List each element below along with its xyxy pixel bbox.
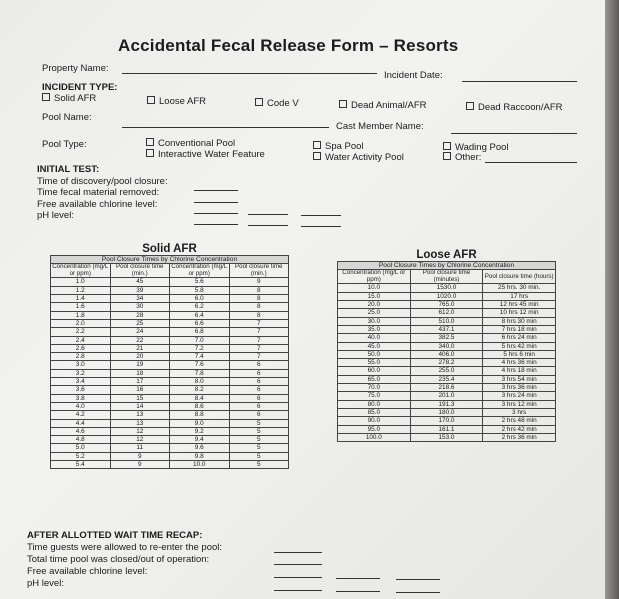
loose-afr-row-cell: 25 hrs. 30 min. <box>483 284 556 292</box>
loose-afr-row <box>338 317 556 325</box>
solid-afr-row-cell: 7 <box>229 353 289 361</box>
solid-afr-row-cell: 22 <box>110 336 170 344</box>
solid-afr-row-cell: 6.8 <box>170 328 230 336</box>
solid-afr-row-cell: 5 <box>229 436 289 444</box>
loose-afr-row-cell: 60.0 <box>338 367 411 375</box>
pool-conventional-checkbox[interactable]: Conventional Pool <box>146 138 235 149</box>
solid-afr-row-cell: 8.0 <box>170 378 230 386</box>
loose-afr-super-header: Pool Closure Times by Chlorine Concentration <box>338 262 556 270</box>
solid-afr-row-cell: 2.4 <box>51 336 111 344</box>
solid-afr-row-cell: 7 <box>229 336 289 344</box>
solid-afr-row-cell: 7.6 <box>170 361 230 369</box>
solid-afr-row <box>51 361 289 369</box>
solid-afr-row-cell: 5.8 <box>170 286 230 294</box>
loose-afr-row <box>338 359 556 367</box>
property-name-label: Property Name: <box>42 63 109 74</box>
solid-afr-row-cell: 3.4 <box>51 378 111 386</box>
loose-afr-row-cell: 180.0 <box>410 408 483 416</box>
loose-afr-row-cell: 765.0 <box>410 301 483 309</box>
loose-afr-row-cell: 340.0 <box>410 342 483 350</box>
loose-afr-row <box>338 375 556 383</box>
solid-afr-row-cell: 1.2 <box>51 286 111 294</box>
loose-afr-row-cell: 35.0 <box>338 325 411 333</box>
solid-afr-row-cell: 24 <box>110 328 170 336</box>
incident-code-v-checkbox[interactable]: Code V <box>255 98 299 109</box>
loose-afr-row-cell: 437.1 <box>410 325 483 333</box>
solid-afr-row-cell: 30 <box>110 303 170 311</box>
loose-afr-table <box>337 261 556 442</box>
pool-wading-checkbox[interactable]: Wading Pool <box>443 142 509 153</box>
loose-afr-row <box>338 350 556 358</box>
solid-afr-row-cell: 6.6 <box>170 319 230 327</box>
pool-other-checkbox[interactable]: Other: <box>443 152 481 163</box>
solid-afr-row-cell: 39 <box>110 286 170 294</box>
solid-afr-row-cell: 6 <box>229 402 289 410</box>
loose-col-closure-hours: Pool closure time (hours) <box>483 270 556 284</box>
loose-afr-row-cell: 55.0 <box>338 359 411 367</box>
solid-afr-row-cell: 4.8 <box>51 436 111 444</box>
solid-afr-row-cell: 18 <box>110 369 170 377</box>
solid-afr-row-cell: 3.8 <box>51 394 111 402</box>
solid-afr-row-cell: 45 <box>110 278 170 286</box>
pool-name-field[interactable] <box>122 127 329 128</box>
loose-afr-row-cell: 95.0 <box>338 425 411 433</box>
solid-afr-row-cell: 4.6 <box>51 427 111 435</box>
initial-test-chlorine-label: Free available chlorine level: <box>37 199 158 210</box>
loose-afr-row-cell: 2 hrs 42 min <box>483 425 556 433</box>
loose-afr-row <box>338 408 556 416</box>
loose-afr-row-cell: 85.0 <box>338 408 411 416</box>
solid-afr-row-cell: 19 <box>110 361 170 369</box>
solid-afr-row-cell: 5 <box>229 452 289 460</box>
solid-afr-row <box>51 378 289 386</box>
solid-afr-row-cell: 7 <box>229 344 289 352</box>
solid-afr-row-cell: 8.4 <box>170 394 230 402</box>
solid-afr-title: Solid AFR <box>142 243 197 255</box>
loose-afr-row <box>338 334 556 342</box>
cast-member-label: Cast Member Name: <box>336 121 424 132</box>
solid-afr-row <box>51 344 289 352</box>
solid-afr-row <box>51 461 289 469</box>
loose-afr-row-cell: 278.2 <box>410 359 483 367</box>
initial-chlorine-field-2[interactable] <box>248 214 288 215</box>
solid-afr-row-cell: 9.6 <box>170 444 230 452</box>
initial-test-ph-label: pH level: <box>37 210 74 221</box>
initial-test-discovery-label: Time of discovery/pool closure: <box>37 176 168 187</box>
solid-afr-row-cell: 9.8 <box>170 452 230 460</box>
solid-afr-row-cell: 6 <box>229 394 289 402</box>
loose-afr-row <box>338 292 556 300</box>
solid-afr-row-cell: 9.0 <box>170 419 230 427</box>
initial-chlorine-field-1[interactable] <box>194 213 238 214</box>
solid-afr-row-cell: 20 <box>110 353 170 361</box>
loose-afr-row-cell: 15.0 <box>338 292 411 300</box>
initial-ph-field-1[interactable] <box>194 224 238 225</box>
loose-afr-row-cell: 90.0 <box>338 417 411 425</box>
solid-afr-row-cell: 6 <box>229 386 289 394</box>
pool-other-field[interactable] <box>485 162 577 163</box>
solid-afr-row-cell: 5.6 <box>170 278 230 286</box>
incident-date-field[interactable] <box>462 81 577 82</box>
solid-afr-row-cell: 1.6 <box>51 303 111 311</box>
solid-afr-row-cell: 3.6 <box>51 386 111 394</box>
solid-afr-row <box>51 436 289 444</box>
loose-afr-row-cell: 80.0 <box>338 400 411 408</box>
solid-col-closure-1: Pool closure time (min.) <box>110 264 170 278</box>
solid-afr-section <box>50 243 289 469</box>
loose-afr-row-cell: 12 hrs 45 min <box>483 301 556 309</box>
loose-afr-section <box>337 249 556 442</box>
recap-chlorine-label: Free available chlorine level: <box>27 566 148 577</box>
solid-afr-row-cell: 8.6 <box>170 402 230 410</box>
incident-type-heading: INCIDENT TYPE: <box>42 82 118 93</box>
solid-afr-row-cell: 8.2 <box>170 386 230 394</box>
solid-afr-row <box>51 427 289 435</box>
loose-afr-row-cell: 7 hrs 18 min <box>483 325 556 333</box>
pool-spa-checkbox[interactable]: Spa Pool <box>313 141 364 152</box>
solid-afr-row-cell: 12 <box>110 436 170 444</box>
loose-afr-row-cell: 201.0 <box>410 392 483 400</box>
solid-afr-table <box>50 255 289 469</box>
solid-afr-row-cell: 5 <box>229 444 289 452</box>
solid-afr-row <box>51 278 289 286</box>
solid-afr-row-cell: 6 <box>229 369 289 377</box>
loose-afr-row-cell: 65.0 <box>338 375 411 383</box>
recap-reenter-field[interactable] <box>274 552 322 553</box>
loose-afr-row-cell: 3 hrs <box>483 408 556 416</box>
incident-loose-afr-checkbox[interactable]: Loose AFR <box>147 96 206 107</box>
loose-afr-row-cell: 1530.0 <box>410 284 483 292</box>
recap-reenter-label: Time guests were allowed to re-enter the pool: <box>27 542 223 553</box>
solid-afr-row <box>51 303 289 311</box>
initial-discovery-field[interactable] <box>194 190 238 191</box>
pool-name-label: Pool Name: <box>42 112 92 123</box>
loose-afr-row <box>338 400 556 408</box>
solid-afr-row-cell: 8 <box>229 295 289 303</box>
loose-afr-row <box>338 367 556 375</box>
loose-afr-title: Loose AFR <box>416 249 477 261</box>
solid-afr-row <box>51 353 289 361</box>
solid-afr-row-cell: 8.8 <box>170 411 230 419</box>
loose-afr-row-cell: 218.6 <box>410 384 483 392</box>
initial-ph-field-3[interactable] <box>301 226 341 227</box>
incident-dead-animal-checkbox[interactable]: Dead Animal/AFR <box>339 100 427 111</box>
initial-chlorine-field-3[interactable] <box>301 215 341 216</box>
incident-date-label: Incident Date: <box>384 70 443 81</box>
solid-afr-row <box>51 386 289 394</box>
solid-afr-row-cell: 9 <box>229 278 289 286</box>
loose-afr-row-cell: 4 hrs 18 min <box>483 367 556 375</box>
initial-ph-field-2[interactable] <box>248 225 288 226</box>
solid-afr-row-cell: 1.8 <box>51 311 111 319</box>
solid-afr-row-cell: 2.2 <box>51 328 111 336</box>
loose-afr-row <box>338 342 556 350</box>
loose-afr-row-cell: 3 hrs 12 min <box>483 400 556 408</box>
solid-afr-row-cell: 1.0 <box>51 278 111 286</box>
solid-afr-row-cell: 6.0 <box>170 295 230 303</box>
loose-afr-row-cell: 45.0 <box>338 342 411 350</box>
solid-afr-row <box>51 444 289 452</box>
loose-afr-row-cell: 40.0 <box>338 334 411 342</box>
property-name-field[interactable] <box>122 73 377 74</box>
pool-type-label: Pool Type: <box>42 139 87 150</box>
initial-test-removed-label: Time fecal material removed: <box>37 187 160 198</box>
solid-col-concentration-2: Concentration (mg/L or ppm) <box>171 263 228 277</box>
solid-afr-row-cell: 5.4 <box>51 461 111 469</box>
loose-afr-row <box>338 417 556 425</box>
loose-afr-row-cell: 161.1 <box>410 425 483 433</box>
solid-afr-row <box>51 394 289 402</box>
solid-afr-row-cell: 28 <box>110 311 170 319</box>
recap-ph-field-2[interactable] <box>336 591 380 592</box>
loose-afr-row <box>338 325 556 333</box>
solid-afr-row-cell: 9.2 <box>170 427 230 435</box>
loose-afr-row-cell: 10.0 <box>338 284 411 292</box>
loose-afr-row <box>338 425 556 433</box>
loose-afr-row <box>338 433 556 441</box>
solid-afr-row-cell: 9 <box>110 452 170 460</box>
loose-afr-row <box>338 392 556 400</box>
solid-afr-row-cell: 6 <box>229 378 289 386</box>
solid-afr-row-cell: 6 <box>229 361 289 369</box>
solid-afr-row-cell: 21 <box>110 344 170 352</box>
solid-afr-row-cell: 2.8 <box>51 353 111 361</box>
solid-afr-row-cell: 12 <box>110 427 170 435</box>
loose-afr-row-cell: 17 hrs <box>483 292 556 300</box>
loose-afr-row-cell: 1020.0 <box>410 292 483 300</box>
solid-afr-row-cell: 17 <box>110 378 170 386</box>
initial-removed-field[interactable] <box>194 202 238 203</box>
solid-afr-row-cell: 10.0 <box>170 461 230 469</box>
recap-total-closed-field[interactable] <box>274 564 322 565</box>
solid-afr-row-cell: 13 <box>110 419 170 427</box>
recap-ph-field-1[interactable] <box>274 590 322 591</box>
form-title: Accidental Fecal Release Form – Resorts <box>118 36 459 55</box>
incident-solid-afr-checkbox[interactable]: Solid AFR <box>42 93 96 104</box>
loose-afr-row-cell: 191.3 <box>410 400 483 408</box>
loose-afr-row-cell: 4 hrs 36 min <box>483 359 556 367</box>
recap-chlorine-field-2[interactable] <box>336 578 380 579</box>
solid-afr-row-cell: 2.6 <box>51 344 111 352</box>
loose-afr-row-cell: 10 hrs 12 min <box>483 309 556 317</box>
solid-afr-row-cell: 9.4 <box>170 436 230 444</box>
solid-afr-row-cell: 13 <box>110 411 170 419</box>
loose-afr-row-cell: 153.0 <box>410 433 483 441</box>
loose-afr-row-cell: 30.0 <box>338 317 411 325</box>
solid-afr-row-cell: 14 <box>110 402 170 410</box>
loose-afr-row-cell: 612.0 <box>410 309 483 317</box>
loose-afr-row-cell: 100.0 <box>338 433 411 441</box>
loose-afr-row-cell: 50.0 <box>338 350 411 358</box>
solid-afr-row-cell: 4.2 <box>51 411 111 419</box>
recap-chlorine-field-1[interactable] <box>274 577 322 578</box>
solid-afr-row-cell: 3.2 <box>51 369 111 377</box>
loose-afr-row <box>338 309 556 317</box>
loose-afr-row-cell: 8 hrs 30 min <box>483 317 556 325</box>
solid-afr-row-cell: 15 <box>110 394 170 402</box>
solid-afr-row <box>51 419 289 427</box>
loose-afr-row-cell: 3 hrs 36 min <box>483 384 556 392</box>
solid-afr-row-cell: 8 <box>229 303 289 311</box>
loose-afr-row-cell: 2 hrs 48 min <box>483 417 556 425</box>
solid-afr-row-cell: 7 <box>229 319 289 327</box>
loose-afr-row-cell: 6 hrs 24 min <box>483 334 556 342</box>
recap-total-closed-label: Total time pool was closed/out of operation: <box>27 554 210 565</box>
recap-chlorine-field-3[interactable] <box>396 579 440 580</box>
solid-afr-row <box>51 411 289 419</box>
solid-afr-row-cell: 4.0 <box>51 402 111 410</box>
loose-afr-row-cell: 2 hrs 36 min <box>483 433 556 441</box>
solid-afr-row-cell: 5.2 <box>51 452 111 460</box>
recap-ph-field-3[interactable] <box>396 592 440 593</box>
loose-afr-row-cell: 5 hrs 6 min <box>483 350 556 358</box>
loose-afr-row-cell: 255.0 <box>410 367 483 375</box>
cast-member-field[interactable] <box>451 133 577 134</box>
incident-dead-raccoon-checkbox[interactable]: Dead Raccoon/AFR <box>466 102 562 113</box>
solid-afr-row <box>51 452 289 460</box>
loose-afr-row-cell: 3 hrs 24 min <box>483 392 556 400</box>
solid-afr-row-cell: 5 <box>229 461 289 469</box>
loose-afr-row-cell: 5 hrs 42 min <box>483 342 556 350</box>
solid-afr-super-header: Pool Closure Times by Chlorine Concentration <box>51 256 289 264</box>
loose-afr-row-cell: 3 hrs 54 min <box>483 375 556 383</box>
loose-afr-row-cell: 75.0 <box>338 392 411 400</box>
loose-afr-row <box>338 284 556 292</box>
page-edge-shadow <box>605 0 619 599</box>
loose-afr-row-cell: 382.5 <box>410 334 483 342</box>
solid-afr-row <box>51 336 289 344</box>
solid-afr-row-cell: 4.4 <box>51 419 111 427</box>
solid-afr-row-cell: 7.2 <box>170 344 230 352</box>
solid-afr-row-cell: 34 <box>110 295 170 303</box>
recap-heading: AFTER ALLOTTED WAIT TIME RECAP: <box>27 530 203 541</box>
solid-afr-row-cell: 1.4 <box>51 295 111 303</box>
pool-interactive-checkbox[interactable]: Interactive Water Feature <box>146 149 265 160</box>
solid-afr-row-cell: 7 <box>229 328 289 336</box>
solid-afr-row-cell: 8 <box>229 286 289 294</box>
solid-afr-row-cell: 6.4 <box>170 311 230 319</box>
solid-afr-row-cell: 6 <box>229 411 289 419</box>
solid-col-concentration-1: Concentration (mg/L or ppm) <box>52 263 109 277</box>
solid-afr-row <box>51 311 289 319</box>
solid-afr-row-cell: 7.4 <box>170 353 230 361</box>
loose-afr-row-cell: 70.0 <box>338 384 411 392</box>
solid-afr-row <box>51 286 289 294</box>
loose-afr-row-cell: 235.4 <box>410 375 483 383</box>
solid-col-closure-2: Pool closure time (min.) <box>229 264 289 278</box>
loose-afr-row-cell: 25.0 <box>338 309 411 317</box>
solid-afr-row-cell: 11 <box>110 444 170 452</box>
recap-ph-label: pH level: <box>27 578 64 589</box>
solid-afr-row-cell: 7.0 <box>170 336 230 344</box>
loose-afr-row-cell: 20.0 <box>338 301 411 309</box>
solid-afr-row-cell: 2.0 <box>51 319 111 327</box>
solid-afr-row-cell: 3.0 <box>51 361 111 369</box>
initial-test-heading: INITIAL TEST: <box>37 164 100 175</box>
loose-afr-row-cell: 510.0 <box>410 317 483 325</box>
loose-afr-row <box>338 384 556 392</box>
solid-afr-row-cell: 25 <box>110 319 170 327</box>
solid-afr-row-cell: 16 <box>110 386 170 394</box>
loose-afr-row-cell: 406.0 <box>410 350 483 358</box>
solid-afr-row-cell: 5.0 <box>51 444 111 452</box>
solid-afr-row <box>51 295 289 303</box>
solid-afr-row-cell: 5 <box>229 419 289 427</box>
solid-afr-row <box>51 369 289 377</box>
loose-col-closure-minutes: Pool closure time (minutes) <box>410 270 483 284</box>
loose-afr-row-cell: 170.0 <box>410 417 483 425</box>
solid-afr-row <box>51 319 289 327</box>
solid-afr-row-cell: 6.2 <box>170 303 230 311</box>
solid-afr-row <box>51 402 289 410</box>
loose-afr-row <box>338 301 556 309</box>
solid-afr-row-cell: 7.8 <box>170 369 230 377</box>
solid-afr-row-cell: 9 <box>110 461 170 469</box>
loose-col-concentration: Concentration (mg/L or ppm) <box>338 270 411 284</box>
solid-afr-row-cell: 5 <box>229 427 289 435</box>
solid-afr-row-cell: 8 <box>229 311 289 319</box>
pool-water-activity-checkbox[interactable]: Water Activity Pool <box>313 152 404 163</box>
solid-afr-row <box>51 328 289 336</box>
